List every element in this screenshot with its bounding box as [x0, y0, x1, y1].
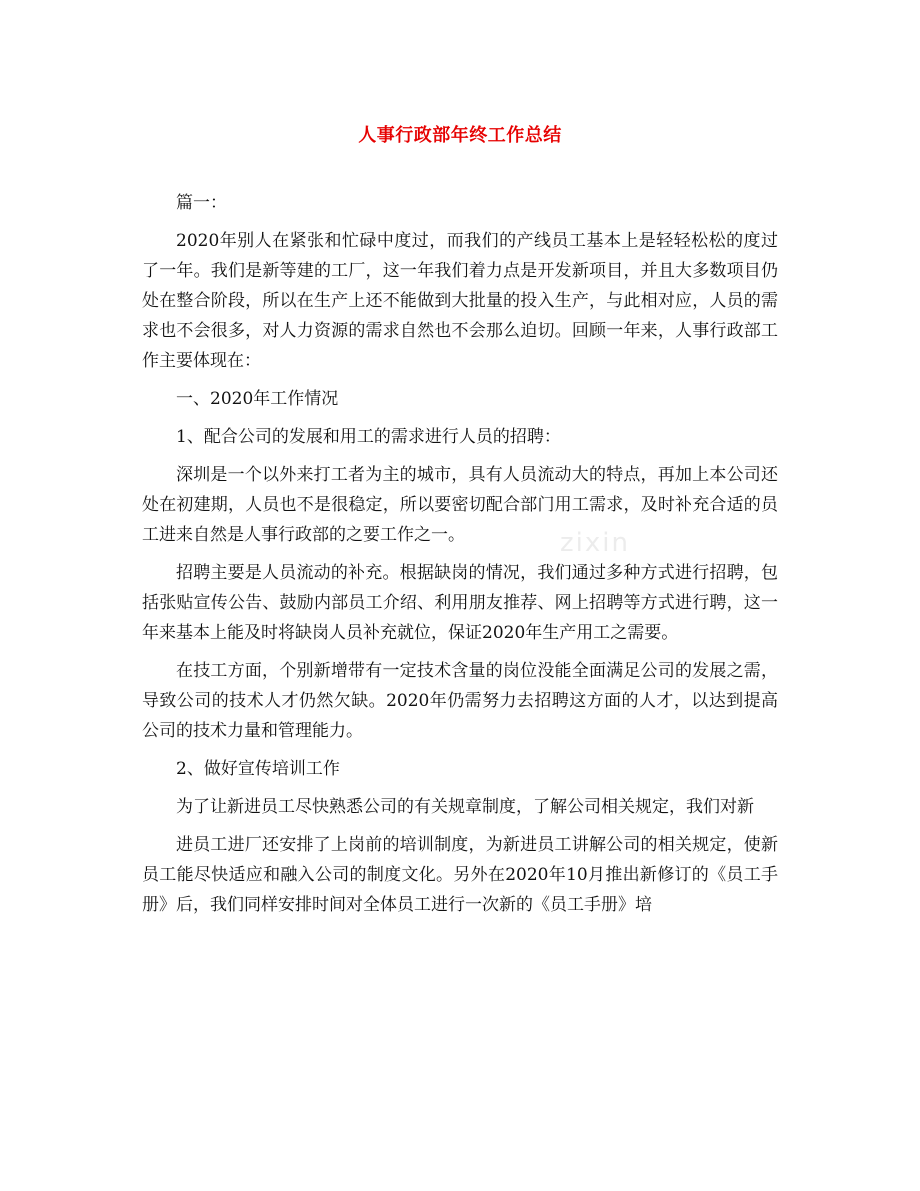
document-title: 人事行政部年终工作总结 — [358, 125, 562, 146]
document-body — [142, 188, 778, 928]
paragraph: 篇一： — [176, 193, 227, 213]
paragraph: 在技工方面，个别新增带有一定技术含量的岗位没能全面满足公司的发展之需，导致公司的技术人才仍然欠缺。2020年仍需努力去招聘这方面的人才，以达到提高公司的技术力量和管理能力。 — [142, 661, 778, 741]
paragraph: 2020年别人在紧张和忙碌中度过，而我们的产线员工基本上是轻轻松松的度过了一年。我们是新等建的工厂，这一年我们着力点是开发新项目，并且大多数项目仍处在整合阶段，所以在生产上还不能做到大批量的投入生产，与此相对应，人员的需求也不会很多，对人力资源的需求自然也不会那么迫切。回顾一年来，人事行政部工作主要体现在： — [142, 231, 778, 371]
paragraph: 1、配合公司的发展和用工的需求进行人员的招聘： — [176, 427, 561, 447]
watermark: zixin — [560, 528, 630, 558]
paragraph: 深圳是一个以外来打工者为主的城市，具有人员流动大的特点，再加上本公司还处在初建期，人员也不是很稳定，所以要密切配合部门用工需求，及时补充合适的员工进来自然是人事行政部的之要工作之一。 — [142, 465, 778, 545]
paragraph: 招聘主要是人员流动的补充。根据缺岗的情况，我们通过多种方式进行招聘，包括张贴宣传公告、鼓励内部员工介绍、利用朋友推荐、网上招聘等方式进行聘，这一年来基本上能及时将缺岗人员补充就位，保证2020年生产用工之需要。 — [142, 563, 778, 643]
paragraph: 为了让新进员工尽快熟悉公司的有关规章制度，了解公司相关规定，我们对新 — [176, 797, 754, 817]
paragraph: 进员工进厂还安排了上岗前的培训制度，为新进员工讲解公司的相关规定，使新员工能尽快适应和融入公司的制度文化。另外在2020年10月推出新修订的《员工手册》后，我们同样安排时间对全体员工进行一次新的《员工手册》培 — [142, 835, 778, 915]
paragraph: 2、做好宣传培训工作 — [176, 759, 340, 779]
paragraph: 一、2020年工作情况 — [176, 389, 339, 409]
